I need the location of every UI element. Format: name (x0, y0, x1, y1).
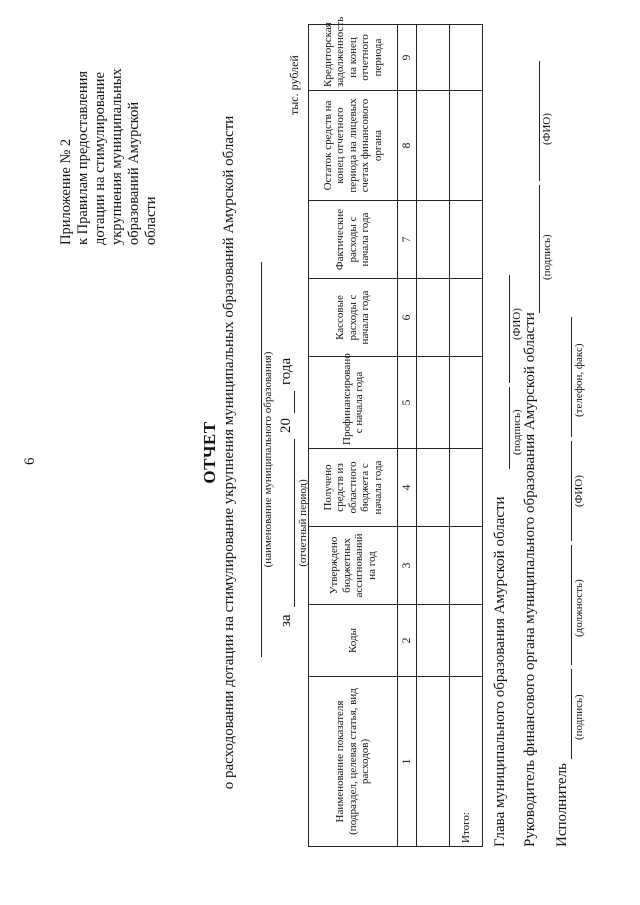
table-cell (450, 605, 483, 677)
page-number: 6 (22, 457, 38, 465)
column-number: 3 (398, 527, 417, 605)
header-cell: Кредиторская задолженность на конец отчетного периода (309, 25, 398, 91)
executor-sign-line (556, 669, 572, 759)
column-number: 4 (398, 449, 417, 527)
period-year-prefix: 20 (278, 418, 294, 433)
column-number: 2 (398, 605, 417, 677)
table-cell (450, 527, 483, 605)
executor-phone-line (556, 317, 572, 437)
table-cell (450, 201, 483, 279)
appendix-block (58, 5, 160, 245)
executor-position-caption: (должность) (573, 579, 585, 637)
report-subtitle: о расходовании дотации на стимулирование укрупнения муниципальных образований Амурской области (221, 115, 237, 790)
table-cell (450, 357, 483, 449)
head-sign-caption: (подпись) (511, 409, 523, 455)
executor-label: Исполнитель (554, 763, 570, 847)
column-number: 7 (398, 201, 417, 279)
table-header-row (309, 25, 398, 847)
table-cell (417, 201, 450, 279)
period-prefix: за (278, 614, 294, 627)
table-cell (450, 91, 483, 201)
municipality-caption: (наименование муниципального образования) (262, 351, 274, 568)
finance-sign-caption: (подпись) (541, 234, 553, 280)
finance-fio-line (524, 61, 540, 181)
head-sign-line (494, 387, 510, 469)
table-cell (450, 25, 483, 91)
executor-sign-caption: (подпись) (573, 694, 585, 740)
header-cell: Наименование показателя (подраздел, целевая статья, вид расходов) (309, 677, 398, 847)
header-cell: Утверждено бюджетных ассигнований на год (309, 527, 398, 605)
column-number: 1 (398, 677, 417, 847)
executor-phone-caption: (телефон, факс) (573, 343, 585, 417)
column-number: 6 (398, 279, 417, 357)
table-cell (450, 449, 483, 527)
header-cell: Фактические расходы с начала года (309, 201, 398, 279)
table-cell (417, 677, 450, 847)
finance-fio-caption: (ФИО) (541, 113, 553, 145)
period-year-suffix: года (278, 357, 294, 385)
executor-fio-line (556, 441, 572, 541)
municipality-name-line (247, 262, 262, 657)
header-cell: Коды (309, 605, 398, 677)
table-cell (417, 91, 450, 201)
head-fio-line (494, 275, 510, 383)
executor-position-line (556, 545, 572, 665)
header-cell: Остаток средств на конец отчетного периода на лицевых счетах финансового органа (309, 91, 398, 201)
column-number: 9 (398, 25, 417, 91)
finance-label: Руководитель финансового органа муниципального образования Амурской области (522, 312, 538, 847)
total-row (450, 25, 483, 847)
table-cell (417, 605, 450, 677)
units-label: тыс. рублей (287, 55, 301, 115)
appendix-line-3: дотации на стимулирование (92, 72, 108, 245)
table-cell (417, 449, 450, 527)
appendix-line-2: к Правилам предоставления (75, 70, 91, 245)
appendix-line-6: области (143, 196, 159, 245)
table-cell (417, 279, 450, 357)
table-cell (417, 527, 450, 605)
header-cell: Профинансировано с начала года (309, 357, 398, 449)
table-cell (417, 25, 450, 91)
header-cell: Получено средств из областного бюджета с начала года (309, 449, 398, 527)
report-title: ОТЧЕТ (200, 421, 219, 484)
table-number-row (398, 25, 417, 847)
column-number: 8 (398, 91, 417, 201)
total-label: Итого: (450, 677, 483, 847)
report-table (308, 16, 483, 847)
appendix-line-1: Приложение № 2 (58, 138, 74, 245)
table-cell (417, 357, 450, 449)
head-label: Глава муниципального образования Амурской области (492, 496, 508, 847)
column-number: 5 (398, 357, 417, 449)
year-line (280, 391, 295, 413)
table-row (417, 25, 450, 847)
table-cell (450, 279, 483, 357)
head-fio-caption: (ФИО) (511, 308, 523, 340)
appendix-line-5: образований Амурской (126, 101, 142, 245)
finance-sign-line (524, 185, 540, 313)
period-caption: (отчетный период) (297, 479, 309, 567)
appendix-line-4: укрупнения муниципальных (109, 68, 125, 245)
executor-fio-caption: (ФИО) (573, 475, 585, 507)
header-cell: Кассовые расходы с начала года (309, 279, 398, 357)
period-line (280, 439, 295, 607)
